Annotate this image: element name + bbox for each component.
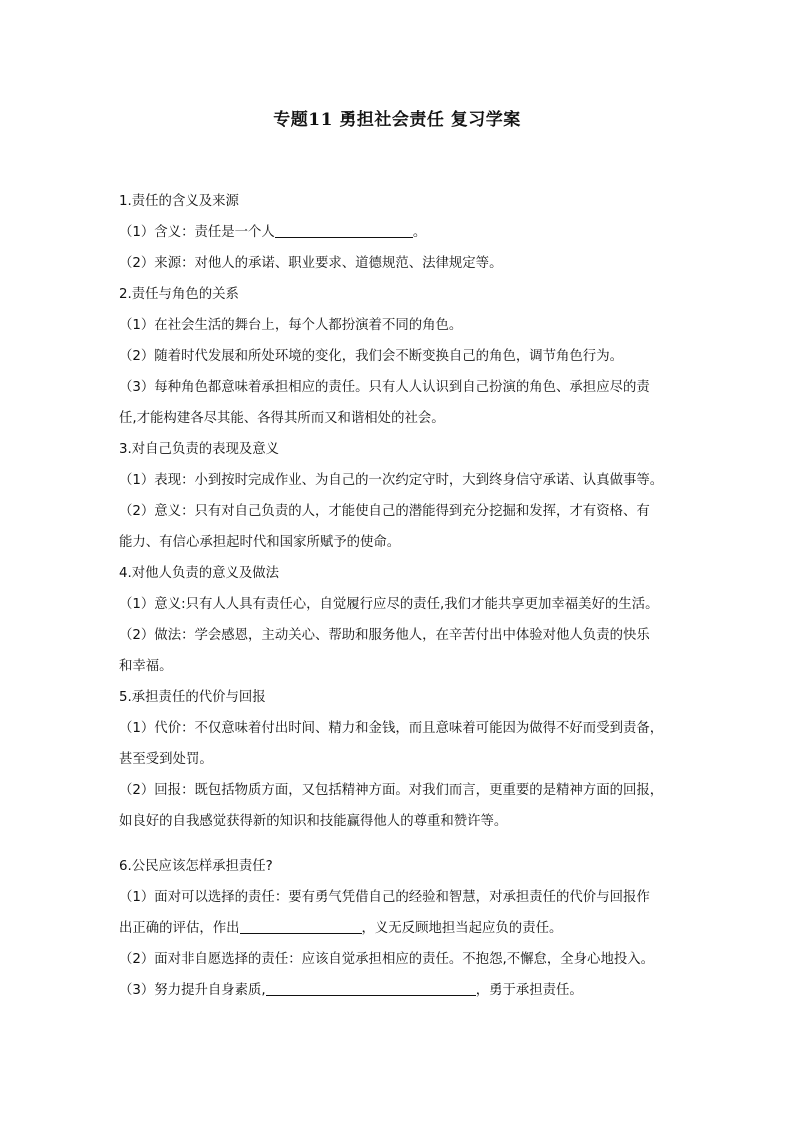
fill-blank-1 [275, 221, 413, 238]
section-5-line-1a: （1）代价：不仅意味着付出时间、精力和金钱，而且意味着可能因为做得不好而受到责备， [119, 721, 664, 736]
section-1-line-1 [119, 221, 689, 252]
section-3-heading: 3.对自己负责的表现及意义 [119, 442, 280, 457]
section-1-line-2: （2）来源：对他人的承诺、职业要求、道德规范、法律规定等。 [119, 256, 503, 271]
section-2-line-2: （2）随着时代发展和所处环境的变化，我们会不断变换自己的角色，调节角色行为。 [119, 349, 623, 364]
section-spacer [119, 841, 689, 855]
section-5-line-1b: 甚至受到处罚。 [119, 752, 213, 767]
section-6-line-3-end: ，勇于承担责任。 [475, 983, 583, 998]
section-4-line-2a: （2）做法：学会感恩，主动关心、帮助和服务他人，在辛苦付出中体验对他人负责的快乐 [119, 628, 650, 643]
section-6-line-1b-end: ，义无反顾地担当起应负的责任。 [361, 921, 563, 936]
document-body [119, 190, 689, 1010]
section-5-line-2a: （2）回报：既包括物质方面，又包括精神方面。对我们而言，更重要的是精神方面的回报， [119, 783, 664, 798]
section-4-line-2b: 和幸福。 [119, 659, 173, 674]
section-1-line-1-text: （1）含义：责任是一个人 [119, 225, 275, 240]
fill-blank-2 [240, 917, 362, 934]
section-3-line-2b: 能力、有信心承担起时代和国家所赋予的使命。 [119, 535, 401, 550]
section-1-line-1-end: 。 [412, 225, 427, 240]
section-6-line-1b [119, 917, 689, 948]
section-6-line-1a: （1）面对可以选择的责任：要有勇气凭借自己的经验和智慧，对承担责任的代价与回报作 [119, 890, 650, 905]
section-4-heading: 4.对他人负责的意义及做法 [119, 566, 280, 581]
section-3-line-1: （1）表现：小到按时完成作业、为自己的一次约定守时，大到终身信守承诺、认真做事等。 [119, 473, 664, 488]
section-6-line-2: （2）面对非自愿选择的责任：应该自觉承担相应的责任。不抱怨,不懈怠，全身心地投入。 [119, 952, 655, 967]
section-1-heading: 1.责任的含义及来源 [119, 194, 239, 209]
section-6-line-3 [119, 979, 689, 1010]
fill-blank-3 [266, 979, 476, 996]
section-6-line-3-text: （3）努力提升自身素质, [119, 983, 266, 998]
section-4-line-1: （1）意义:只有人人具有责任心，自觉履行应尽的责任,我们才能共享更加幸福美好的生活。 [119, 597, 659, 612]
section-5-line-2b: 如良好的自我感觉获得新的知识和技能赢得他人的尊重和赞许等。 [119, 814, 508, 829]
section-2-line-3a: （3）每种角色都意味着承担相应的责任。只有人人认识到自己扮演的角色、承担应尽的责 [119, 380, 650, 395]
section-6-line-1b-text: 出正确的评估，作出 [119, 921, 240, 936]
page-title: 专题11 勇担社会责任 复习学案 [273, 110, 521, 130]
section-2-heading: 2.责任与角色的关系 [119, 287, 239, 302]
section-2-line-1: （1）在社会生活的舞台上，每个人都扮演着不同的角色。 [119, 318, 463, 333]
section-2-line-3b: 任,才能构建各尽其能、各得其所而又和谐相处的社会。 [119, 411, 445, 426]
section-6-heading: 6.公民应该怎样承担责任? [119, 859, 273, 874]
section-5-heading: 5.承担责任的代价与回报 [119, 690, 266, 705]
section-3-line-2a: （2）意义：只有对自己负责的人，才能使自己的潜能得到充分挖掘和发挥，才有资格、有 [119, 504, 650, 519]
